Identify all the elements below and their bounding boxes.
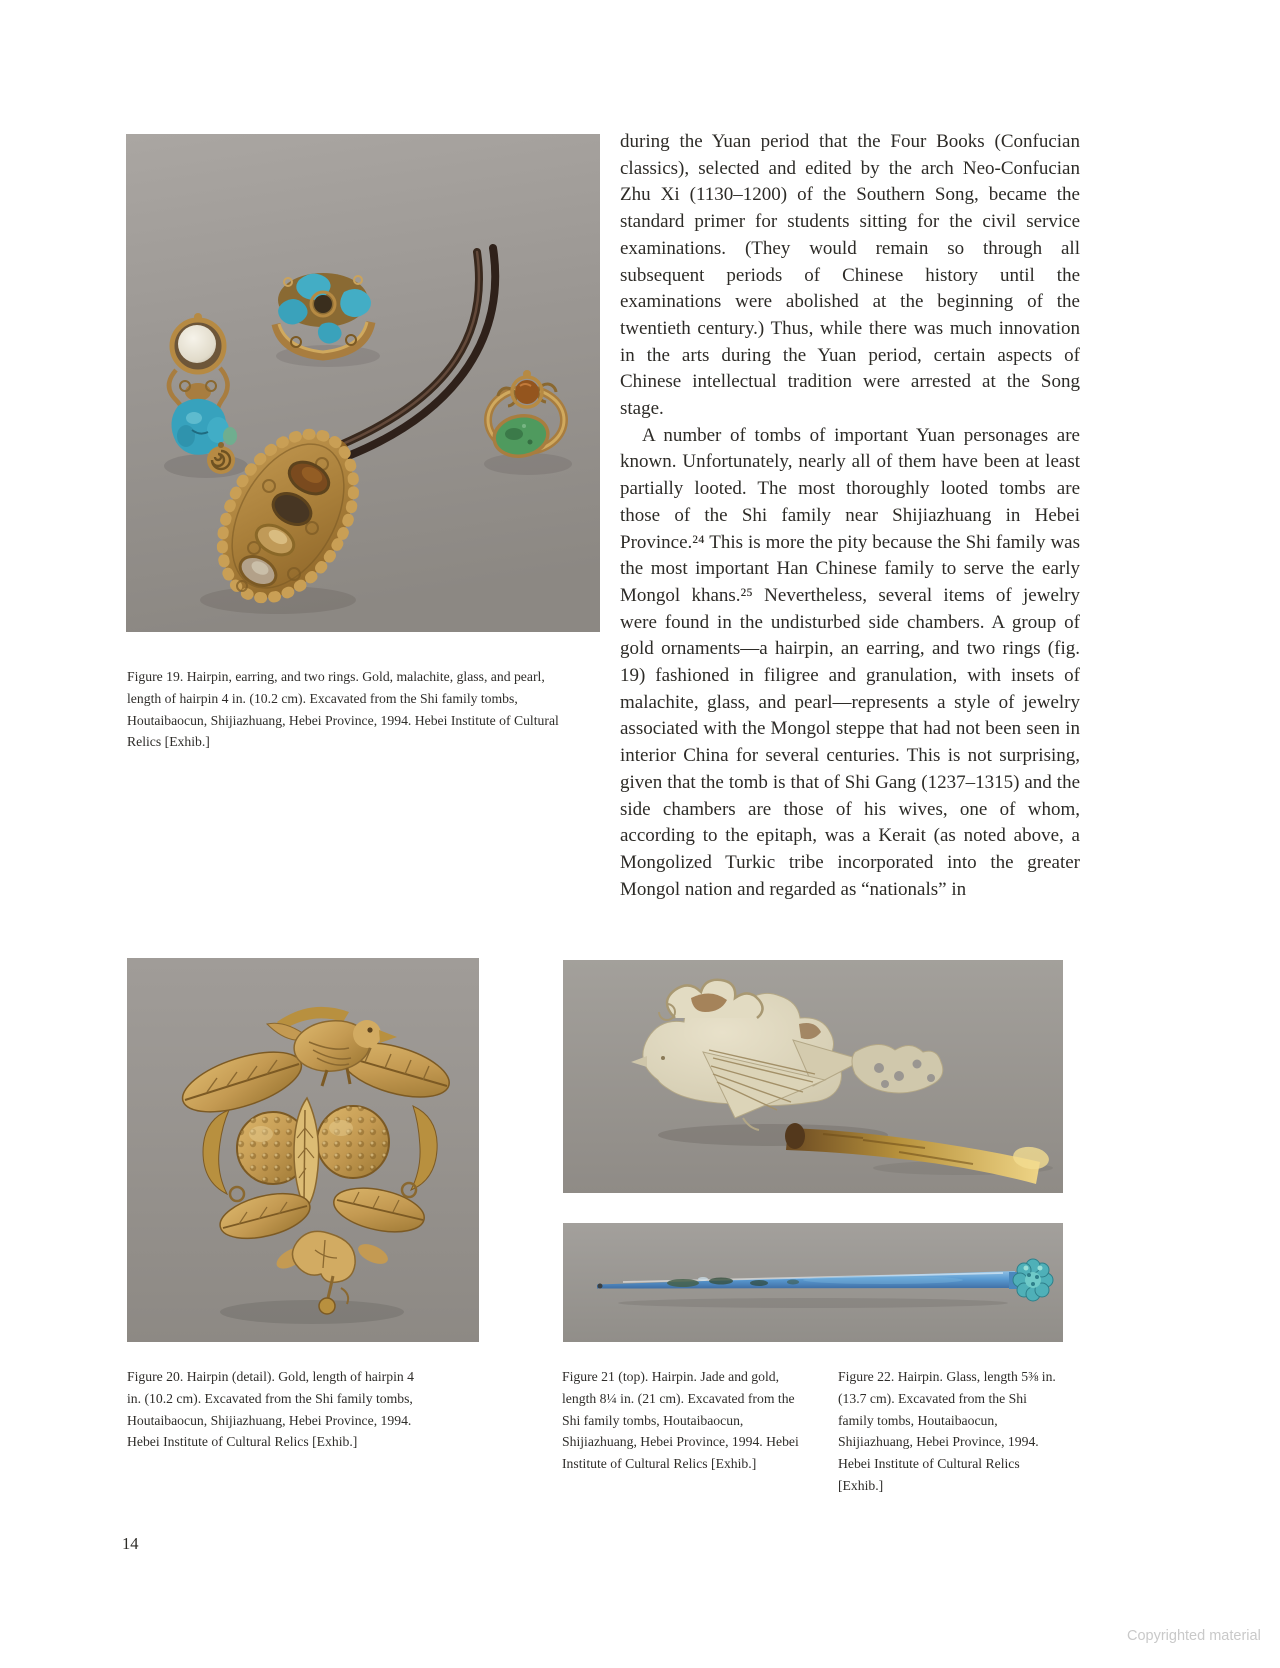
figure22-photo	[563, 1223, 1063, 1342]
figure21-photo	[563, 960, 1063, 1193]
body-paragraph-2: A number of tombs of important Yuan personages are known. Unfortunately, nearly all of them have been at least partially looted. The most thoroughly looted tombs are those of the Shi family near Shijiazhuang in Hebei Province.²⁴ This is more the pity because the Shi family was the most important Han Chinese family to serve the early Mongol khans.²⁵ Nevertheless, several items of jewelry were found in the undisturbed side chambers. A group of gold ornaments—a hairpin, an earring, and two rings (fig. 19) fashioned in filigree and granulation, with insets of malachite, glass, and pearl—represents a style of jewelry associated with the Mongol steppe that had not been seen in interior China for several centuries. This is not surprising, given that the tomb is that of Shi Gang (1237–1315) and the side chambers are those of his wives, one of whom, according to the epitaph, was a Kerait (as noted above, a Mongolized Turkic tribe incorporated into the greater Mongol nation and regarded as “nationals” in	[620, 424, 1080, 900]
figure19-photo	[126, 134, 600, 632]
page-number: 14	[122, 1534, 139, 1553]
figure22-caption: Figure 22. Hairpin. Glass, length 5⅜ in. (13.7 cm). Excavated from the Shi family tombs, Houtaibaocun, Shijiazhuang, Hebei Province, 1994. Hebei Institute of Cultural Relics [Exhib.]	[838, 1369, 1056, 1493]
body-paragraph-1: during the Yuan period that the Four Books (Confucian classics), selected and edited by the arch Neo-Confucian Zhu Xi (1130–1200) of the Southern Song, became the standard primer for students sitting for the civil service examinations. (They would remain so through all subsequent periods of Chinese history until the examinations were abolished at the beginning of the twentieth century.) Thus, while there was much innovation in the arts during the Yuan period, certain aspects of Chinese intellectual tradition were arrested at the Song stage.	[620, 131, 1080, 420]
figure20-photo-art	[127, 958, 479, 1342]
figure20-photo	[127, 958, 479, 1342]
body-text-column	[620, 129, 1080, 903]
figure20-caption: Figure 20. Hairpin (detail). Gold, length of hairpin 4 in. (10.2 cm). Excavated from the Shi family tombs, Houtaibaocun, Shijiazhuang, Hebei Province, 1994. Hebei Institute of Cultural Relics [Exhib.]	[127, 1369, 414, 1450]
figure22-photo-art	[563, 1223, 1063, 1342]
flower-finial	[1013, 1259, 1053, 1301]
figure21-caption: Figure 21 (top). Hairpin. Jade and gold, length 8¼ in. (21 cm). Excavated from the Shi family tombs, Houtaibaocun, Shijiazhuang, Hebei Province, 1994. Hebei Institute of Cultural Relics [Exhib.]	[562, 1369, 799, 1472]
copyright-watermark: Copyrighted material	[1127, 1628, 1261, 1644]
figure19-caption: Figure 19. Hairpin, earring, and two rings. Gold, malachite, glass, and pearl, length of hairpin 4 in. (10.2 cm). Excavated from the Shi family tombs, Houtaibaocun, Shijiazhuang, Hebei Province, 1994. Hebei Institute of Cultural Relics [Exhib.]	[127, 669, 559, 750]
figure21-photo-art	[563, 960, 1063, 1193]
figure19-photo-art	[126, 134, 600, 632]
